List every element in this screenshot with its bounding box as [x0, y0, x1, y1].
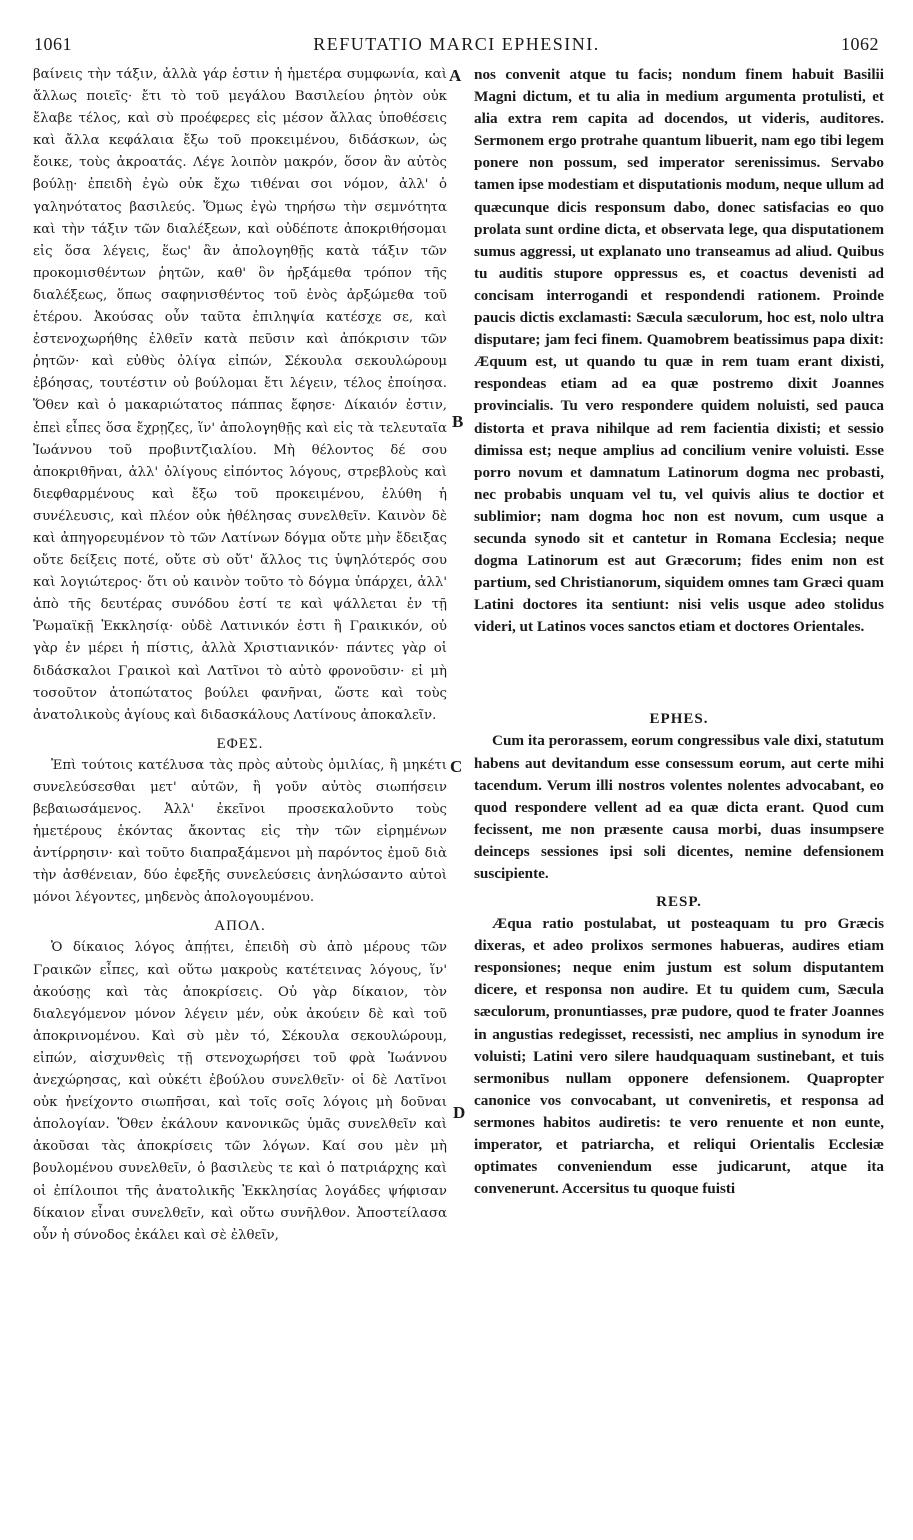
- latin-paragraph-1: nos convenit atque tu facis; nondum finem habuit Basilii Magni dictum, et tu alia in medium argumenta protulisti, et alia extra rem capita ad docendos, ut videris, auditores. Sermonem ergo protrahe quantum libuerit, nam ego tibi legem ponere non possum, sed imperator serenissimus. Servabo tamen ipse modestiam et disputationis modum, neque ullum ad quæcunque dicis responsum dabo, donec satisfacias eo quo prolata sunt ordine dicta, et observata lege, qua disputationem sumus aggressi, ut explanato uno transeamus ad aliud. Quibus tu auditis stupore oppressus es, et coactus devenisti ad concisam interrogandi et respondendi rationem. Proinde paucis dictis exclamasti: Sæcula sæculorum, hoc est, nolo ultra disputare; jam feci finem. Quamobrem beatissimus papa dixit: Æquum est, ut quando tu quæ in rem tuam erant dixisti, respondeas etiam ad ea quæ postremo dixit Joannes provincialis. Tu vero respondere quidem noluisti, sed pauca distorta et prava nihilque ad rem facientia dixisti; et sessio dimissa est; neque amplius ad concilium venire voluisti. Esse porro novum et damnatum Latinorum dogma nec probasti, nec probabis unquam vel tu, vel quivis alius te doctior et sublimior; nam dogma hoc non est novum, cum usque a secunda synodo sit et cantetur in Romana Ecclesia; neque dogma Latinorum est aut Græcorum; fides enim non est partium, sed Christianorum, siquidem omnes tam Græci quam Latini doctores ita sentiunt: nisi velis usque adeo stolidus videri, ut Latinos voces sanctos etiam et doctores Orientales.: [474, 66, 884, 636]
- greek-heading-apol: ΑΠΟΛ.: [214, 918, 266, 935]
- margin-letter-c: C: [450, 757, 463, 776]
- greek-paragraph-3: Ὁ δίκαιος λόγος ἀπῄτει, ἐπειδὴ σὺ ἀπὸ μέρους τῶν Γραικῶν εἶπες, καὶ οὕτω μακροὺς κατέτεινας λόγους, ἵν' ἀκούσῃς καὶ τὰς ἀποκρίσεις. Οὐ γὰρ δίκαιον, τὸν διαλεγόμενον μόνον λέγειν μέν, οὐκ ἀκούειν δὲ καὶ τοῦ ἀποκρινομένου. Καὶ σὺ μὲν τό, Σέκουλα σεκουλώρουμ, εἰπών, αἰσχυνθεὶς τῇ στενοχωρήσει τοῦ φρὰ Ἰωάννου ἀνεχώρησας, καὶ οὐκέτι ἐβούλου συνελθεῖν· οἱ δὲ Λατῖνοι οὐκ ἠνείχοντο σιωπῆσαι, καὶ τοῖς σοῖς λόγοις μὴ δοῦναι ἀπολογίαν. Ὅθεν ἐκάλουν κανονικῶς ὑμᾶς συνελθεῖν καὶ ἀκοῦσαι τὰς ἀποκρίσεις τῶν λόγων. Καί σου μὲν μὴ βουλομένου συνελθεῖν, ὁ βασιλεὺς τε καὶ ὁ πατριάρχης καὶ οἱ ἐπίλοιποι τῆς ἀνατολικῆς Ἐκκλησίας λογάδες ψήφισαν δίκαιον εἶναι συνελθεῖν, καὶ οὕτω συνῆλθον. Ἀποστείλασα οὖν ἡ σύνοδος ἐκάλει καὶ σὲ ἐλθεῖν,: [33, 940, 447, 1243]
- running-title: REFUTATIO MARCI EPHESINI.: [313, 34, 600, 54]
- margin-letter-d: D: [453, 1103, 466, 1122]
- margin-letter-b: B: [452, 412, 464, 431]
- latin-paragraph-2: Cum ita perorassem, eorum congressibus vale dixi, statutum habens aut devitandum esse consessum eorum, aut certe mihi tacendum. Verum illi nostros volentes nolentes advocabant, eo quod respondere vellent ad ea quæ dicta erant. Quod cum fecissent, me non præsente causa morbi, duas insumpsere deinceps sessiones ipsi soli dicentes, nemine defensionem suscipiente.: [474, 732, 884, 882]
- latin-column: [474, 64, 884, 1200]
- running-header: [30, 34, 883, 60]
- greek-paragraph-1: βαίνεις τὴν τάξιν, ἀλλὰ γάρ ἐστιν ἡ ἡμετέρα συμφωνία, καὶ ἄλλως ποιεῖς· ἔτι τὸ τοῦ μεγάλου Βασιλείου ῥητὸν οὐκ ἔλαβε τέλος, καὶ σὺ προέφερες εἰς μέσον ἄλλας ὑποθέσεις καὶ ἄλλα κεφάλαια ἔξω τοῦ προκειμένου, διδάσκων, ὡς ἔοικε, τοὺς ἀκροατάς. Λέγε λοιπὸν μακρόν, ὅσον ἂν αὐτὸς βούλῃ· ἐπειδὴ ἐγὼ οὐκ ἔχω τιθέναι σοι νόμον, ἀλλ' ὁ γαληνότατος βασιλεύς. Ὅμως ἐγὼ τηρήσω τὴν σεμνότητα καὶ τὴν τάξιν τῶν διαλέξεων, καὶ οὐδέποτε ἀποκριθήσομαι εἰς ὅσα λέγεις, ἕως' ἂν ἀπολογηθῇς κατὰ τάξιν τῶν προκομισθέντων ῥητῶν, καθ' ὃν ἠρξάμεθα τρόπον τῆς διαλέξεως, ὅπως σαφηνισθέντος τοῦ ἑνὸς ἀρξώμεθα τοῦ ἑτέρου. Ἀκούσας οὖν ταῦτα ἐπιληψία κατέσχε σε, καὶ ἐστενοχωρήθης ἐλθεῖν κατὰ πεῦσιν καὶ ἀπόκρισιν τῶν ῥητῶν· καὶ εὐθὺς ὀλίγα εἰπών, Σέκουλα σεκουλώρουμ ἐβόησας, τουτέστιν οὐ βούλομαι ἔτι λέγειν, τέλος ἐποίησα. Ὅθεν καὶ ὁ μακαριώτατος πάππας ἔφησε· Δίκαιόν ἐστιν, ἐπεὶ εἶπες ὅσα ἔχρῃζες, ἵν' ἀπολογηθῇς καὶ εἰς τὰ τελευταῖα Ἰωάννου τοῦ προβιντζιαλίου. Μὴ θέλοντος δέ σου ἀποκριθῆναι, ἀλλ' ὀλίγους εἰπόντος λόγους, στρεβλοὺς καὶ διεφθαρμένους καὶ ἔξω τοῦ προκειμένου, ἐλύθη ἡ συνέλευσις, καὶ πλέον οὐκ ἠθέλησας συνελθεῖν. Καινὸν δὲ καὶ ἀπηγορευμένον τὸ τῶν Λατίνων δόγμα οὔτε μὴν ἔδειξας οὔτε δείξεις ποτέ, οὔτε σὺ οὔτ' ἄλλος τις ὑψηλότερός σου καὶ λογιώτερος· ὅτι οὐ καινὸν τοῦτο τὸ δόγμα ὑπάρχει, ἀλλ' ἀπὸ τῆς δευτέρας συνόδου ἐστί τε καὶ ψάλλεται ἐν τῇ Ῥωμαϊκῇ Ἐκκλησίᾳ· οὐδὲ Λατινικόν ἐστι ἢ Γραικικόν, οὐ γὰρ ἐν μέρει ἡ πίστις, ἀλλὰ Χριστιανικόν· πάντες γὰρ οἱ διδάσκαλοι Γραικοὶ καὶ Λατῖνοι τὸ αὐτὸ φρονοῦσιν· εἰ μὴ τοσοῦτον ἀτοπώτατος βούλει φανῆναι, ὥστε καὶ τοὺς ἀνατολικοὺς ἁγίους καὶ διδασκάλους Λατίνους ἀποκαλεῖν.: [33, 67, 447, 723]
- greek-paragraph-2: Ἐπὶ τούτοις κατέλυσα τὰς πρὸς αὐτοὺς ὁμιλίας, ἢ μηκέτι συνελεύσεσθαι μετ' αὐτῶν, ἢ γοῦν αὐτὸς σιωπήσειν βεβαιωσάμενος. Ἀλλ' ἐκεῖνοι προσεκαλοῦντο τοὺς ἡμετέρους ἑκόντας ἄκοντας εἰς τὴν τῶν εἰρημένων ἀντίρρησιν· καὶ τοῦτο διαπραξάμενοι μὴ παρόντος ἐμοῦ διὰ τὴν ἀσθένειαν, δύο ἐφεξῆς συνελεύσεις ἀνηλώσαντο αὐτοὶ μόνοι λέγοντες, μηδενὸς ἀπολογουμένου.: [33, 757, 447, 906]
- page-number-right: 1062: [841, 34, 879, 54]
- greek-column: [33, 64, 447, 1247]
- page-number-left: 1061: [34, 34, 72, 54]
- latin-heading-resp: RESP.: [656, 894, 702, 911]
- latin-paragraph-3: Æqua ratio postulabat, ut posteaquam tu pro Græcis dixeras, et adeo prolixos sermones habueras, audires etiam responsiones; neque enim justum est solum disputantem dicere, et responsa non audire. Et tu quidem cum, Sæcula sæculorum, pronuntiasses, præ pudore, quod te frater Joannes in angustias redegisset, recessisti, nec amplius in synodum ire voluisti; Latini vero silere haudquaquam sustinebant, et tuis sermonibus nullam opponere defensionem. Quapropter canonice vos convocabant, ut conveniretis, et responsa ad sermones habitos audiretis: te vero renuente et non eunte, imperator, et patriarcha, et reliqui Orientalis Ecclesiæ optimates conveniendum esse judicarunt, atque ita convenerunt. Accersitus tu quoque fuisti: [474, 915, 884, 1198]
- margin-letter-a: A: [449, 66, 462, 85]
- greek-heading-ephes: ΕΦΕΣ.: [216, 735, 264, 752]
- latin-heading-ephes: EPHES.: [649, 711, 709, 728]
